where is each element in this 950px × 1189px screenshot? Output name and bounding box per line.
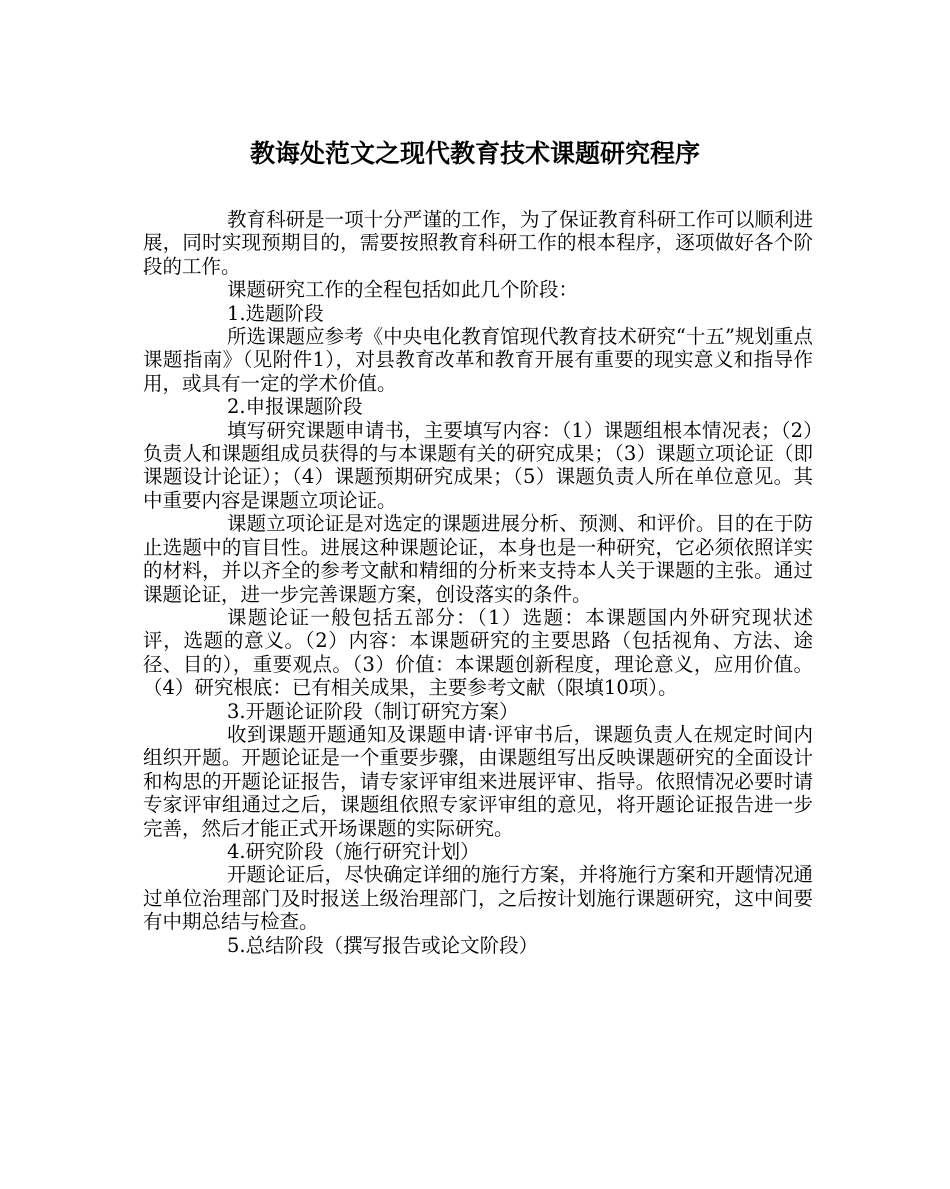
- paragraph-research: 开题论证后，尽快确定详细的施行方案，并将施行方案和开题情况通过单位治理部门及时报送上级治理部门，之后按计划施行课题研究，这中间要有中期总结与检查。: [143, 863, 813, 934]
- paragraph-opening: 收到课题开题通知及课题申请·评审书后，课题负责人在规定时间内组织开题。开题论证是一个重要步骤，由课题组写出反映课题研究的全面设计和构思的开题论证报告，请专家评审组来进展评审、指导。依照情况必要时请专家评审组通过之后，课题组依照专家评审组的意见，将开题论证报告进一步完善，然后才能正式开场课题的实际研究。: [143, 722, 813, 840]
- section-heading-opening: 3.开题论证阶段（制订研究方案）: [227, 699, 519, 723]
- document-title: 教诲处范文之现代教育技术课题研究程序: [249, 139, 700, 168]
- document-body: [143, 208, 813, 957]
- section-heading-application: 2.申报课题阶段: [227, 395, 363, 419]
- section-heading-summary: 5.总结阶段（撰写报告或论文阶段）: [227, 933, 539, 957]
- section-heading-research: 4.研究阶段（施行研究计划）: [227, 839, 480, 863]
- paragraph-topic-selection: 所选课题应参考《中央电化教育馆现代教育技术研究“十五”规划重点课题指南》（见附件1），对县教育改革和教育开展有重要的现实意义和指导作用，或具有一定的学术价值。: [143, 325, 813, 395]
- paragraph-application-form: 填写研究课题申请书，主要填写内容：（1）课题组根本情况表；（2）负责人和课题组成员获得的与本课题有关的研究成果；（3）课题立项论证（即课题设计论证）；（4）课题预期研究成果；（5）课题负责人所在单位意见。其中重要内容是课题立项论证。: [143, 418, 813, 512]
- paragraph-project-argument: 课题立项论证是对选定的课题进展分析、预测、和评价。目的在于防止选题中的盲目性。进展这种课题论证，本身也是一种研究，它必须依照详实的材料，并以齐全的参考文献和精细的分析来支持本人关于课题的主张。通过课题论证，进一步完善课题方案，创设落实的条件。: [143, 512, 813, 606]
- section-heading-topic-selection: 1.选题阶段: [227, 301, 324, 325]
- paragraph-intro: 教育科研是一项十分严谨的工作，为了保证教育科研工作可以顺利进展，同时实现预期目的，需要按照教育科研工作的根本程序，逐项做好各个阶段的工作。: [143, 208, 813, 278]
- paragraph-stages-overview: 课题研究工作的全程包括如此几个阶段：: [227, 278, 579, 302]
- paragraph-argument-parts: 课题论证一般包括五部分：（1）选题：本课题国内外研究现状述评，选题的意义。（2）内容：本课题研究的主要思路（包括视角、方法、途径、目的），重要观点。（3）价值：本课题创新程度，理论意义，应用价值。（4）研究根底：已有相关成果，主要参考文献（限填10项）。: [143, 605, 813, 700]
